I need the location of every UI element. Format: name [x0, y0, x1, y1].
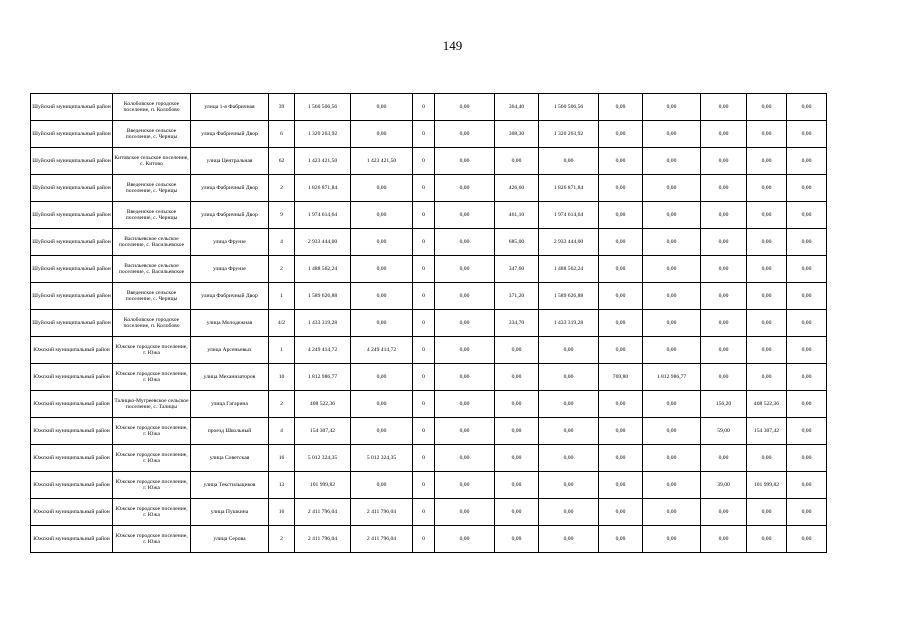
- cell-settlement: Введенское сельское поселение, с. Чернцы: [113, 121, 191, 148]
- cell-house-number: 10: [269, 364, 295, 391]
- cell-cost-col-3: 0,00: [435, 256, 495, 283]
- cell-street: улица Арсеньевых: [191, 337, 269, 364]
- cell-area-col-8: 0,00: [701, 229, 747, 256]
- cell-settlement: Южское городское поселение, г. Южа: [113, 472, 191, 499]
- cell-cost-col-5: 0,00: [539, 499, 599, 526]
- cell-settlement: Колобовское городское поселение, п. Колобово: [113, 94, 191, 121]
- cell-total-cost: 2 933 444,00: [295, 229, 351, 256]
- cell-cost-col-9: 0,00: [747, 526, 787, 553]
- cell-house-number: 2: [269, 526, 295, 553]
- cell-settlement: Васильевское сельское поселение, с. Васильевское: [113, 229, 191, 256]
- cell-area-col-6: 0,00: [599, 445, 643, 472]
- cell-cost-col-9: 0,00: [747, 337, 787, 364]
- cell-area-col-6: 0,00: [599, 121, 643, 148]
- cell-cost-col-9: 0,00: [747, 148, 787, 175]
- cell-house-number: 9: [269, 202, 295, 229]
- cell-cost-col-5: 1 320 263,92: [539, 121, 599, 148]
- cell-total-cost: 1 488 562,24: [295, 256, 351, 283]
- cell-cost-col-10: 0,00: [787, 526, 827, 553]
- cell-cost-col-10: 0,00: [787, 445, 827, 472]
- cell-cost-col-7: 0,00: [643, 283, 701, 310]
- cell-street: улица 1-я Фабричная: [191, 94, 269, 121]
- cell-area-col-8: 0,00: [701, 283, 747, 310]
- cell-cost-col-10: 0,00: [787, 283, 827, 310]
- cell-total-cost: 1 433 319,28: [295, 310, 351, 337]
- cell-area-col-8: 0,00: [701, 175, 747, 202]
- cell-cost-col-1: 0,00: [351, 364, 413, 391]
- cell-cost-col-1: 0,00: [351, 121, 413, 148]
- cell-count-col-2: 0: [413, 499, 435, 526]
- cell-house-number: 16: [269, 499, 295, 526]
- cell-cost-col-1: 0,00: [351, 472, 413, 499]
- cell-house-number: 4: [269, 418, 295, 445]
- cell-cost-col-1: 0,00: [351, 94, 413, 121]
- table-row: [31, 418, 827, 445]
- cell-cost-col-5: 0,00: [539, 391, 599, 418]
- cell-total-cost: 1 320 263,92: [295, 121, 351, 148]
- cell-area-col-4: 371,20: [495, 283, 539, 310]
- cell-street: улица Фабричный Двор: [191, 175, 269, 202]
- cell-area-col-6: 0,00: [599, 499, 643, 526]
- cell-cost-col-1: 0,00: [351, 310, 413, 337]
- cell-area-col-4: 0,00: [495, 445, 539, 472]
- cell-street: улица Текстильщиков: [191, 472, 269, 499]
- cell-cost-col-9: 0,00: [747, 445, 787, 472]
- cell-settlement: Колобовское городское поселение, п. Колобово: [113, 310, 191, 337]
- table-row: [31, 229, 827, 256]
- cell-area-col-8: 0,00: [701, 256, 747, 283]
- cell-area-col-6: 0,00: [599, 175, 643, 202]
- cell-area-col-4: 364,40: [495, 94, 539, 121]
- cell-area-col-6: 0,00: [599, 526, 643, 553]
- cell-area-col-8: 0,00: [701, 121, 747, 148]
- table-row: [31, 94, 827, 121]
- cell-cost-col-1: 2 411 796,04: [351, 499, 413, 526]
- cell-cost-col-1: 0,00: [351, 418, 413, 445]
- cell-cost-col-1: 0,00: [351, 229, 413, 256]
- cell-area-col-8: 59,00: [701, 418, 747, 445]
- cell-cost-col-3: 0,00: [435, 121, 495, 148]
- cell-cost-col-7: 0,00: [643, 202, 701, 229]
- cell-cost-col-1: 0,00: [351, 283, 413, 310]
- cell-house-number: 6: [269, 121, 295, 148]
- cell-house-number: 4/2: [269, 310, 295, 337]
- cell-count-col-2: 0: [413, 418, 435, 445]
- cell-area-col-8: 39,00: [701, 472, 747, 499]
- cell-street: улица Серова: [191, 526, 269, 553]
- cell-area-col-6: 0,00: [599, 202, 643, 229]
- cell-cost-col-10: 0,00: [787, 364, 827, 391]
- cell-house-number: 2: [269, 175, 295, 202]
- cell-house-number: 62: [269, 148, 295, 175]
- table-row: [31, 121, 827, 148]
- cell-settlement: Талицко-Мугреевское сельское поселение, с. Талицы: [113, 391, 191, 418]
- cell-cost-col-1: 1 423 421,50: [351, 148, 413, 175]
- cell-count-col-2: 0: [413, 94, 435, 121]
- cell-count-col-2: 0: [413, 175, 435, 202]
- cell-cost-col-3: 0,00: [435, 526, 495, 553]
- cell-house-number: 1: [269, 283, 295, 310]
- cell-house-number: 1: [269, 337, 295, 364]
- cell-cost-col-3: 0,00: [435, 148, 495, 175]
- table-row: [31, 256, 827, 283]
- cell-cost-col-7: 0,00: [643, 499, 701, 526]
- cell-district: Шуйский муниципальный район: [31, 148, 113, 175]
- table-row: [31, 364, 827, 391]
- cell-area-col-4: 685,00: [495, 229, 539, 256]
- cell-cost-col-3: 0,00: [435, 499, 495, 526]
- cell-house-number: 16: [269, 445, 295, 472]
- cell-street: улица Фабричный Двор: [191, 121, 269, 148]
- cell-cost-col-7: 0,00: [643, 337, 701, 364]
- cell-street: улица Фрунзе: [191, 256, 269, 283]
- cell-area-col-6: 0,00: [599, 256, 643, 283]
- cell-cost-col-1: 5 012 324,35: [351, 445, 413, 472]
- cell-count-col-2: 0: [413, 526, 435, 553]
- cell-cost-col-3: 0,00: [435, 445, 495, 472]
- cell-total-cost: 5 012 324,35: [295, 445, 351, 472]
- cell-cost-col-7: 1 812 986,77: [643, 364, 701, 391]
- cell-count-col-2: 0: [413, 445, 435, 472]
- cell-total-cost: 101 999,82: [295, 472, 351, 499]
- cell-total-cost: 1 423 421,50: [295, 148, 351, 175]
- cell-total-cost: 154 307,42: [295, 418, 351, 445]
- cell-total-cost: 1 589 626,88: [295, 283, 351, 310]
- table-row: [31, 337, 827, 364]
- cell-street: улица Фабричный Двор: [191, 283, 269, 310]
- cell-district: Южский муниципальный район: [31, 418, 113, 445]
- table-row: [31, 202, 827, 229]
- cell-cost-col-10: 0,00: [787, 337, 827, 364]
- cell-total-cost: 1 812 986,77: [295, 364, 351, 391]
- cell-count-col-2: 0: [413, 148, 435, 175]
- cell-total-cost: 2 411 796,04: [295, 526, 351, 553]
- cell-cost-col-9: 0,00: [747, 94, 787, 121]
- cell-district: Южский муниципальный район: [31, 445, 113, 472]
- cell-cost-col-3: 0,00: [435, 175, 495, 202]
- cell-settlement: Южское городское поселение, г. Южа: [113, 526, 191, 553]
- cell-total-cost: 4 249 414,72: [295, 337, 351, 364]
- cell-house-number: 2: [269, 256, 295, 283]
- cell-cost-col-7: 0,00: [643, 526, 701, 553]
- cell-total-cost: 1 826 871,84: [295, 175, 351, 202]
- cell-cost-col-10: 0,00: [787, 472, 827, 499]
- cell-area-col-6: 0,00: [599, 283, 643, 310]
- cell-area-col-6: 0,00: [599, 472, 643, 499]
- cell-cost-col-10: 0,00: [787, 175, 827, 202]
- cell-area-col-4: 461,10: [495, 202, 539, 229]
- cell-total-cost: 408 522,36: [295, 391, 351, 418]
- cell-cost-col-10: 0,00: [787, 121, 827, 148]
- cell-district: Шуйский муниципальный район: [31, 256, 113, 283]
- cell-district: Южский муниципальный район: [31, 364, 113, 391]
- cell-count-col-2: 0: [413, 364, 435, 391]
- cell-area-col-8: 0,00: [701, 310, 747, 337]
- cell-cost-col-5: 0,00: [539, 418, 599, 445]
- cell-settlement: Введенское сельское поселение, с. Чернцы: [113, 202, 191, 229]
- cell-cost-col-3: 0,00: [435, 472, 495, 499]
- cell-district: Шуйский муниципальный район: [31, 94, 113, 121]
- cell-cost-col-7: 0,00: [643, 445, 701, 472]
- cell-cost-col-7: 0,00: [643, 94, 701, 121]
- cell-cost-col-5: 1 488 562,24: [539, 256, 599, 283]
- cell-count-col-2: 0: [413, 202, 435, 229]
- cell-cost-col-10: 0,00: [787, 418, 827, 445]
- cell-area-col-4: 0,00: [495, 364, 539, 391]
- cell-area-col-8: 0,00: [701, 364, 747, 391]
- cell-cost-col-5: 1 826 871,84: [539, 175, 599, 202]
- cell-count-col-2: 0: [413, 121, 435, 148]
- cell-cost-col-9: 0,00: [747, 283, 787, 310]
- page-number: 149: [442, 38, 463, 53]
- cell-area-col-4: 426,60: [495, 175, 539, 202]
- cell-area-col-6: 0,00: [599, 337, 643, 364]
- table-row: [31, 445, 827, 472]
- cell-area-col-4: 308,30: [495, 121, 539, 148]
- cell-total-cost: 2 411 796,04: [295, 499, 351, 526]
- cell-settlement: Южское городское поселение, г. Южа: [113, 337, 191, 364]
- cell-cost-col-10: 0,00: [787, 391, 827, 418]
- cell-cost-col-10: 0,00: [787, 94, 827, 121]
- cell-settlement: Введенское сельское поселение, с. Чернцы: [113, 283, 191, 310]
- cell-count-col-2: 0: [413, 310, 435, 337]
- table-row: [31, 472, 827, 499]
- cell-area-col-8: 0,00: [701, 337, 747, 364]
- cell-cost-col-1: 0,00: [351, 202, 413, 229]
- cell-cost-col-1: 4 249 414,72: [351, 337, 413, 364]
- cell-area-col-4: 0,00: [495, 391, 539, 418]
- cell-cost-col-1: 0,00: [351, 175, 413, 202]
- cell-cost-col-9: 0,00: [747, 256, 787, 283]
- cell-area-col-8: 0,00: [701, 526, 747, 553]
- cell-district: Шуйский муниципальный район: [31, 202, 113, 229]
- cell-area-col-4: 0,00: [495, 472, 539, 499]
- cell-count-col-2: 0: [413, 337, 435, 364]
- cell-cost-col-3: 0,00: [435, 229, 495, 256]
- cell-district: Шуйский муниципальный район: [31, 229, 113, 256]
- cell-cost-col-7: 0,00: [643, 391, 701, 418]
- cell-settlement: Васильевское сельское поселение, с. Васильевское: [113, 256, 191, 283]
- cell-cost-col-3: 0,00: [435, 310, 495, 337]
- cell-cost-col-7: 0,00: [643, 472, 701, 499]
- table-row: [31, 310, 827, 337]
- cell-area-col-6: 0,00: [599, 391, 643, 418]
- cell-street: улица Советская: [191, 445, 269, 472]
- cell-settlement: Южское городское поселение, г. Южа: [113, 364, 191, 391]
- table-row: [31, 391, 827, 418]
- cell-cost-col-10: 0,00: [787, 202, 827, 229]
- cell-house-number: 4: [269, 229, 295, 256]
- cell-cost-col-3: 0,00: [435, 337, 495, 364]
- cell-cost-col-3: 0,00: [435, 391, 495, 418]
- cell-house-number: 13: [269, 472, 295, 499]
- cell-district: Южский муниципальный район: [31, 391, 113, 418]
- cell-cost-col-5: 1 974 614,64: [539, 202, 599, 229]
- cell-cost-col-10: 0,00: [787, 499, 827, 526]
- cell-cost-col-9: 0,00: [747, 202, 787, 229]
- cell-cost-col-5: 0,00: [539, 364, 599, 391]
- cell-cost-col-9: 0,00: [747, 364, 787, 391]
- cell-cost-col-5: 0,00: [539, 445, 599, 472]
- cell-district: Шуйский муниципальный район: [31, 121, 113, 148]
- cell-area-col-4: 334,70: [495, 310, 539, 337]
- cell-area-col-6: 0,00: [599, 229, 643, 256]
- cell-area-col-4: 0,00: [495, 526, 539, 553]
- cell-cost-col-5: 0,00: [539, 148, 599, 175]
- cell-cost-col-5: 2 933 444,00: [539, 229, 599, 256]
- cell-cost-col-9: 0,00: [747, 310, 787, 337]
- cell-area-col-6: 0,00: [599, 310, 643, 337]
- cell-cost-col-7: 0,00: [643, 175, 701, 202]
- cell-count-col-2: 0: [413, 229, 435, 256]
- cell-area-col-8: 0,00: [701, 202, 747, 229]
- cell-street: улица Механизаторов: [191, 364, 269, 391]
- cell-cost-col-9: 0,00: [747, 175, 787, 202]
- cell-house-number: 39: [269, 94, 295, 121]
- cell-total-cost: 1 560 506,56: [295, 94, 351, 121]
- cell-cost-col-7: 0,00: [643, 310, 701, 337]
- cell-total-cost: 1 974 614,64: [295, 202, 351, 229]
- cell-cost-col-10: 0,00: [787, 148, 827, 175]
- cell-area-col-6: 0,00: [599, 418, 643, 445]
- capital-repair-table: [30, 93, 827, 553]
- table-row: [31, 175, 827, 202]
- cell-district: Южский муниципальный район: [31, 526, 113, 553]
- cell-street: улица Фрунзе: [191, 229, 269, 256]
- cell-area-col-4: 0,00: [495, 337, 539, 364]
- cell-cost-col-9: 0,00: [747, 499, 787, 526]
- cell-settlement: Южское городское поселение, г. Южа: [113, 445, 191, 472]
- cell-area-col-8: 0,00: [701, 94, 747, 121]
- cell-area-col-4: 0,00: [495, 418, 539, 445]
- cell-area-col-4: 0,00: [495, 148, 539, 175]
- cell-area-col-4: 347,60: [495, 256, 539, 283]
- table-row: [31, 499, 827, 526]
- cell-cost-col-10: 0,00: [787, 229, 827, 256]
- cell-street: улица Фабричный Двор: [191, 202, 269, 229]
- cell-house-number: 2: [269, 391, 295, 418]
- cell-cost-col-5: 0,00: [539, 472, 599, 499]
- cell-settlement: Южское городское поселение, г. Южа: [113, 499, 191, 526]
- cell-cost-col-3: 0,00: [435, 418, 495, 445]
- cell-cost-col-7: 0,00: [643, 256, 701, 283]
- cell-cost-col-9: 0,00: [747, 121, 787, 148]
- cell-district: Шуйский муниципальный район: [31, 310, 113, 337]
- cell-cost-col-10: 0,00: [787, 310, 827, 337]
- cell-count-col-2: 0: [413, 283, 435, 310]
- cell-district: Южский муниципальный район: [31, 337, 113, 364]
- cell-cost-col-5: 1 560 506,56: [539, 94, 599, 121]
- cell-area-col-8: 0,00: [701, 445, 747, 472]
- cell-cost-col-9: 0,00: [747, 229, 787, 256]
- cell-street: улица Молодежная: [191, 310, 269, 337]
- cell-cost-col-9: 101 999,82: [747, 472, 787, 499]
- cell-area-col-6: 769,80: [599, 364, 643, 391]
- cell-district: Шуйский муниципальный район: [31, 283, 113, 310]
- cell-street: улица Центральная: [191, 148, 269, 175]
- cell-area-col-4: 0,00: [495, 499, 539, 526]
- cell-settlement: Введенское сельское поселение, с. Чернцы: [113, 175, 191, 202]
- table-row: [31, 283, 827, 310]
- cell-cost-col-3: 0,00: [435, 364, 495, 391]
- cell-area-col-6: 0,00: [599, 94, 643, 121]
- cell-cost-col-9: 154 307,42: [747, 418, 787, 445]
- cell-street: улица Гагарина: [191, 391, 269, 418]
- cell-cost-col-7: 0,00: [643, 121, 701, 148]
- cell-cost-col-7: 0,00: [643, 418, 701, 445]
- cell-cost-col-10: 0,00: [787, 256, 827, 283]
- cell-cost-col-5: 0,00: [539, 526, 599, 553]
- cell-street: улица Пушкина: [191, 499, 269, 526]
- cell-cost-col-7: 0,00: [643, 229, 701, 256]
- cell-cost-col-5: 1 433 319,28: [539, 310, 599, 337]
- cell-cost-col-3: 0,00: [435, 94, 495, 121]
- cell-count-col-2: 0: [413, 472, 435, 499]
- cell-cost-col-3: 0,00: [435, 283, 495, 310]
- cell-count-col-2: 0: [413, 391, 435, 418]
- cell-district: Южский муниципальный район: [31, 499, 113, 526]
- cell-district: Южский муниципальный район: [31, 472, 113, 499]
- cell-area-col-8: 0,00: [701, 499, 747, 526]
- cell-count-col-2: 0: [413, 256, 435, 283]
- cell-area-col-6: 0,00: [599, 148, 643, 175]
- cell-cost-col-7: 0,00: [643, 148, 701, 175]
- cell-cost-col-5: 0,00: [539, 337, 599, 364]
- cell-area-col-8: 0,00: [701, 148, 747, 175]
- cell-cost-col-1: 2 411 796,04: [351, 526, 413, 553]
- cell-settlement: Китовское сельское поселение, с. Китово: [113, 148, 191, 175]
- table-row: [31, 148, 827, 175]
- cell-cost-col-1: 0,00: [351, 256, 413, 283]
- cell-cost-col-3: 0,00: [435, 202, 495, 229]
- table-row: [31, 526, 827, 553]
- cell-area-col-8: 156,20: [701, 391, 747, 418]
- cell-cost-col-1: 0,00: [351, 391, 413, 418]
- cell-settlement: Южское городское поселение, г. Южа: [113, 418, 191, 445]
- cell-district: Шуйский муниципальный район: [31, 175, 113, 202]
- cell-cost-col-9: 408 522,36: [747, 391, 787, 418]
- cell-cost-col-5: 1 589 626,88: [539, 283, 599, 310]
- cell-street: проезд Школьный: [191, 418, 269, 445]
